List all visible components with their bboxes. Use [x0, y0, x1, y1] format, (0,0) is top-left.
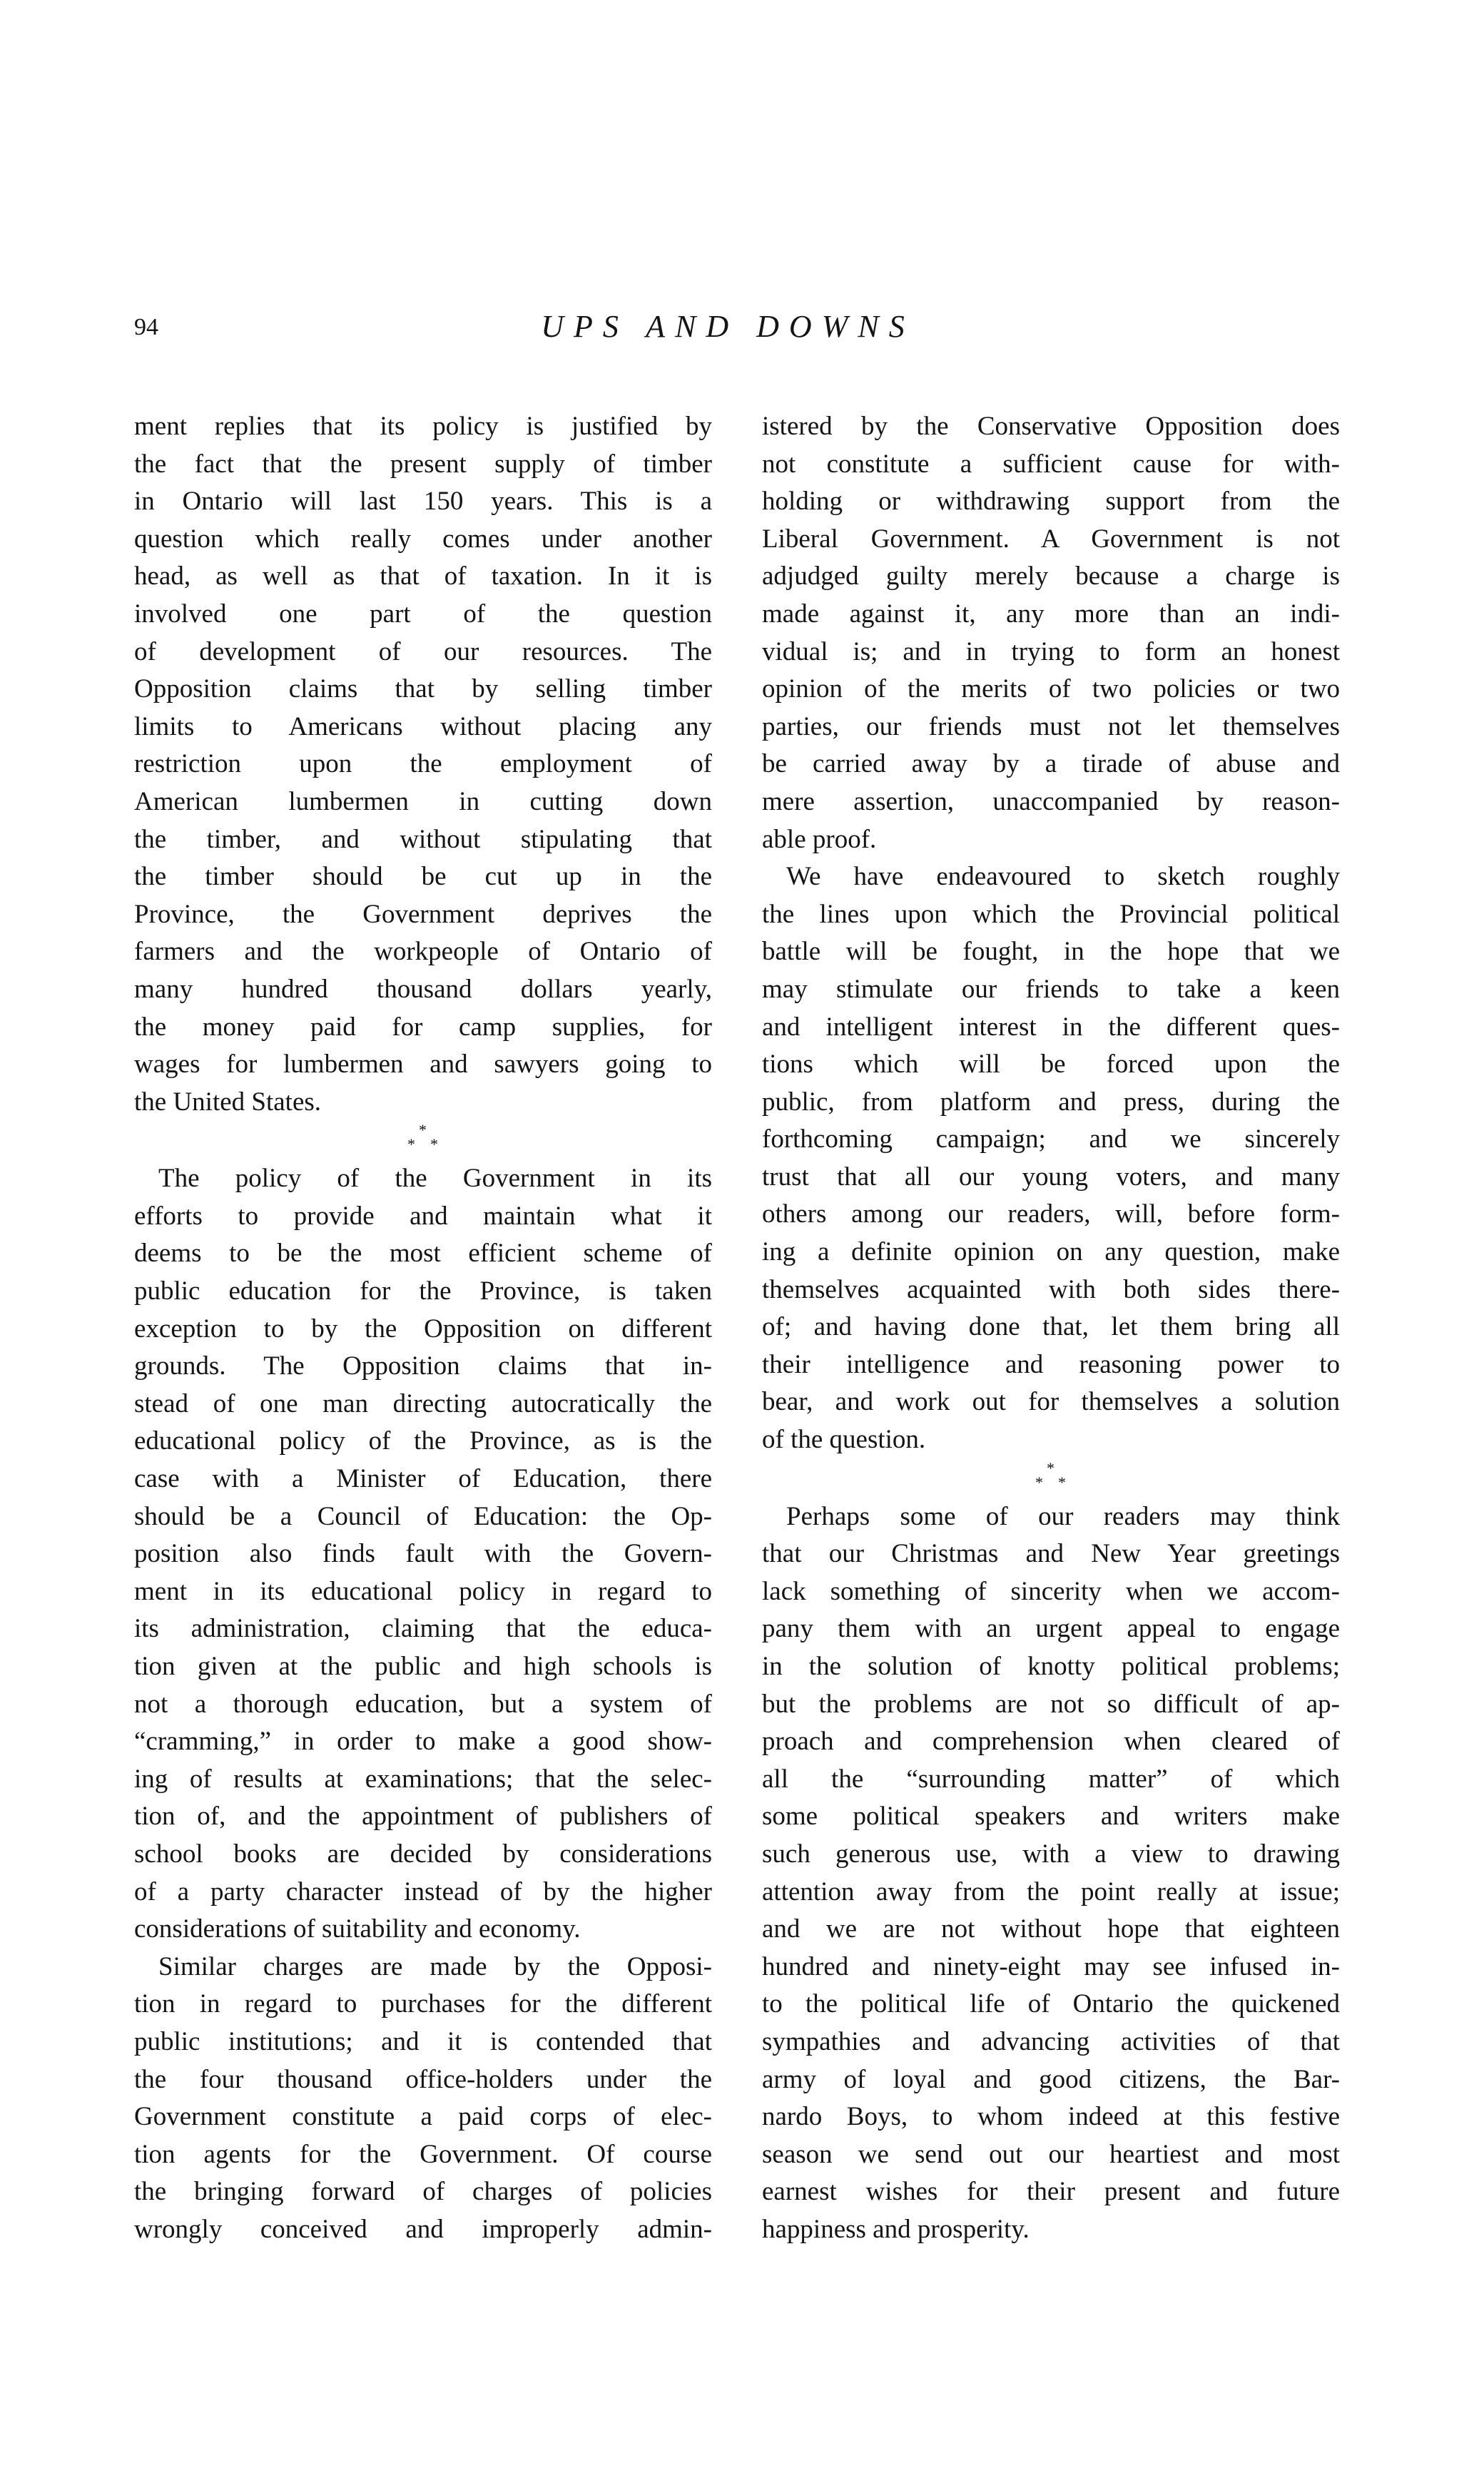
text-line: some political speakers and writers make: [762, 1802, 1340, 1832]
text-line: position also finds fault with the Govern-: [134, 1539, 712, 1569]
right-column: [762, 408, 1340, 2249]
text-line: the fact that the present supply of timber: [134, 449, 712, 479]
text-line: and intelligent interest in the different ques-: [762, 1012, 1340, 1042]
text-line: able proof.: [762, 824, 877, 854]
text-line: public, from platform and press, during the: [762, 1087, 1340, 1117]
text-line: public education for the Province, is taken: [134, 1276, 712, 1306]
text-line: “cramming,” in order to make a good show-: [134, 1727, 712, 1757]
text-line: Opposition claims that by selling timber: [134, 674, 712, 704]
text-line: wages for lumbermen and sawyers going to: [134, 1050, 712, 1080]
text-line: of the question.: [762, 1425, 926, 1455]
text-line: limits to Americans without placing any: [134, 711, 712, 741]
text-line: educational policy of the Province, as is the: [134, 1426, 712, 1456]
text-line: of development of our resources. The: [134, 636, 712, 666]
text-line: case with a Minister of Education, there: [134, 1464, 712, 1494]
paragraph: [762, 408, 1340, 858]
text-line: the timber should be cut up in the: [134, 862, 712, 892]
text-line: efforts to provide and maintain what it: [134, 1201, 712, 1231]
text-line: the money paid for camp supplies, for: [134, 1012, 712, 1042]
running-title: UPS AND DOWNS: [541, 309, 915, 344]
text-line: ing a definite opinion on any question, make: [762, 1237, 1340, 1267]
text-line: should be a Council of Education: the Op-: [134, 1501, 712, 1531]
paragraph: [134, 1949, 712, 2249]
text-line: in Ontario will last 150 years. This is a: [134, 487, 712, 517]
text-line: Perhaps some of our readers may think: [786, 1501, 1340, 1531]
text-line: Government constitute a paid corps of elec-: [134, 2102, 712, 2132]
text-line: season we send out our heartiest and most: [762, 2139, 1340, 2169]
text-line: and we are not without hope that eighteen: [762, 1914, 1340, 1944]
text-line: nardo Boys, to whom indeed at this festive: [762, 2102, 1340, 2132]
text-line: proach and comprehension when cleared of: [762, 1727, 1340, 1757]
text-line: but the problems are not so difficult of ap-: [762, 1689, 1340, 1719]
text-line: many hundred thousand dollars yearly,: [134, 974, 712, 1004]
text-line: the timber, and without stipulating that: [134, 824, 712, 854]
text-line: may stimulate our friends to take a keen: [762, 974, 1340, 1004]
text-line: army of loyal and good citizens, the Bar-: [762, 2064, 1340, 2094]
text-line: forthcoming campaign; and we sincerely: [762, 1124, 1340, 1154]
text-line: the bringing forward of charges of policies: [134, 2177, 712, 2207]
text-line: school books are decided by considerations: [134, 1839, 712, 1869]
text-line: themselves acquainted with both sides there-: [762, 1274, 1340, 1304]
text-line: istered by the Conservative Opposition does: [762, 412, 1340, 441]
text-line: the four thousand office-holders under the: [134, 2064, 712, 2094]
text-line: not constitute a sufficient cause for with-: [762, 449, 1340, 479]
text-line: not a thorough education, but a system of: [134, 1689, 712, 1719]
text-line: tion agents for the Government. Of course: [134, 2139, 712, 2169]
text-line: wrongly conceived and improperly admin-: [134, 2214, 712, 2244]
text-line: such generous use, with a view to drawing: [762, 1839, 1340, 1869]
text-line: the United States.: [134, 1087, 322, 1117]
text-line: holding or withdrawing support from the: [762, 487, 1340, 517]
text-line: vidual is; and in trying to form an honest: [762, 636, 1340, 666]
page-number: 94: [134, 314, 158, 340]
text-line: exception to by the Opposition on different: [134, 1314, 712, 1344]
left-column: [134, 408, 712, 2249]
text-line: its administration, claiming that the educa-: [134, 1614, 712, 1644]
text-line: The policy of the Government in its: [158, 1164, 712, 1194]
paragraph: [762, 1498, 1340, 2249]
text-line: involved one part of the question: [134, 599, 712, 629]
text-line: opinion of the merits of two policies or two: [762, 674, 1340, 704]
paragraph: [134, 408, 712, 1121]
asterism-divider: * * *: [407, 1121, 438, 1154]
text-line: to the political life of Ontario the quickened: [762, 1989, 1340, 2019]
text-line: in the solution of knotty political problems;: [762, 1652, 1340, 1681]
text-line: that our Christmas and New Year greetings: [762, 1539, 1340, 1569]
text-line: considerations of suitability and economy.: [134, 1914, 581, 1944]
text-line: public institutions; and it is contended that: [134, 2026, 712, 2056]
text-line: of a party character instead of by the higher: [134, 1877, 712, 1906]
text-line: Province, the Government deprives the: [134, 899, 712, 929]
text-line: American lumbermen in cutting down: [134, 786, 712, 816]
text-line: be carried away by a tirade of abuse and: [762, 749, 1340, 779]
text-line: We have endeavoured to sketch roughly: [786, 862, 1340, 892]
text-line: the lines upon which the Provincial political: [762, 899, 1340, 929]
text-line: parties, our friends must not let themselves: [762, 711, 1340, 741]
asterism-divider: * * *: [1035, 1458, 1066, 1491]
text-line: earnest wishes for their present and future: [762, 2177, 1340, 2207]
text-line: of; and having done that, let them bring all: [762, 1312, 1340, 1342]
text-line: head, as well as that of taxation. In it is: [134, 562, 712, 591]
text-line: others among our readers, will, before form-: [762, 1199, 1340, 1229]
text-line: ment replies that its policy is justified by: [134, 412, 712, 441]
text-line: restriction upon the employment of: [134, 749, 712, 779]
text-line: grounds. The Opposition claims that in-: [134, 1351, 712, 1381]
text-line: attention away from the point really at issue;: [762, 1877, 1340, 1906]
text-line: stead of one man directing autocratically the: [134, 1388, 712, 1418]
text-line: lack something of sincerity when we accom-: [762, 1576, 1340, 1606]
text-line: happiness and prosperity.: [762, 2214, 1030, 2244]
text-line: hundred and ninety-eight may see infused in-: [762, 1951, 1340, 1981]
text-line: tion of, and the appointment of publishers of: [134, 1802, 712, 1832]
text-line: sympathies and advancing activities of that: [762, 2026, 1340, 2056]
text-line: tions which will be forced upon the: [762, 1050, 1340, 1080]
paragraph: [134, 1160, 712, 1948]
text-line: their intelligence and reasoning power to: [762, 1349, 1340, 1379]
text-line: question which really comes under another: [134, 524, 712, 554]
text-line: Liberal Government. A Government is not: [762, 524, 1340, 554]
text-line: Similar charges are made by the Opposi-: [158, 1951, 712, 1981]
text-line: mere assertion, unaccompanied by reason-: [762, 786, 1340, 816]
text-line: tion in regard to purchases for the different: [134, 1989, 712, 2019]
text-line: trust that all our young voters, and many: [762, 1162, 1340, 1192]
paragraph: [762, 858, 1340, 1459]
text-line: made against it, any more than an indi-: [762, 599, 1340, 629]
text-line: farmers and the workpeople of Ontario of: [134, 937, 712, 967]
text-line: bear, and work out for themselves a solution: [762, 1387, 1340, 1417]
text-line: adjudged guilty merely because a charge is: [762, 562, 1340, 591]
text-line: all the “surrounding matter” of which: [762, 1764, 1340, 1794]
text-line: ing of results at examinations; that the selec-: [134, 1764, 712, 1794]
text-line: tion given at the public and high schools is: [134, 1652, 712, 1681]
text-line: deems to be the most efficient scheme of: [134, 1239, 712, 1269]
text-line: battle will be fought, in the hope that we: [762, 937, 1340, 967]
text-line: pany them with an urgent appeal to engage: [762, 1614, 1340, 1644]
text-line: ment in its educational policy in regard to: [134, 1576, 712, 1606]
